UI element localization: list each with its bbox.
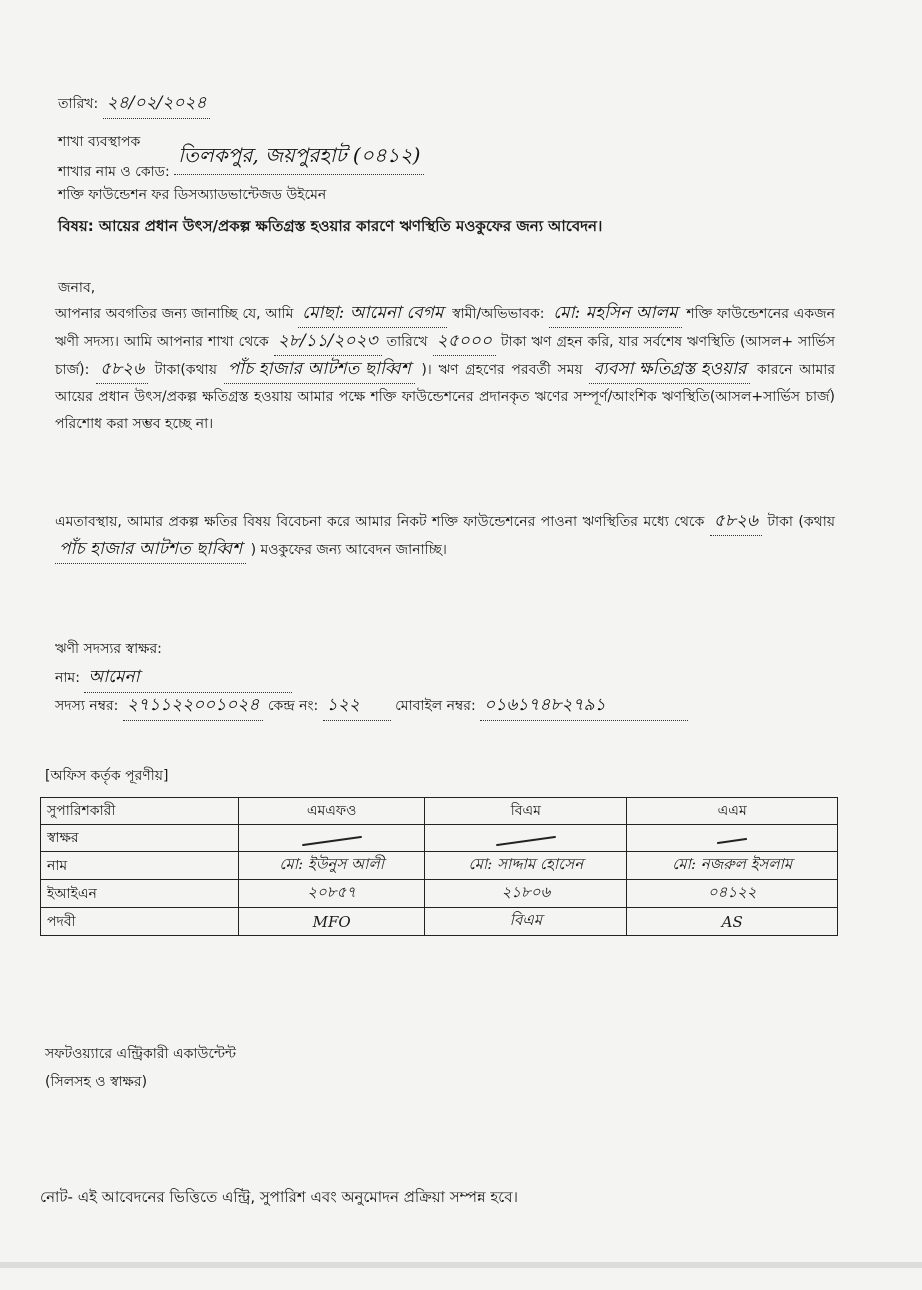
loan-amount: ২৫০০০	[433, 328, 496, 356]
loan-date: ২৮/১১/২০২৩	[274, 328, 382, 356]
table-row	[41, 852, 838, 880]
branch-label: শাখার নাম ও কোড:	[58, 164, 170, 180]
office-table	[40, 797, 838, 936]
cell: মো: ইউনুস আলী	[239, 852, 425, 880]
cell: AS	[627, 908, 838, 936]
cell: ২০৮৫৭	[239, 880, 425, 908]
accountant-seal-note: (সিলসহ ও স্বাক্ষর)	[45, 1074, 148, 1090]
reason: ব্যবসা ক্ষতিগ্রস্ত হওয়ার	[589, 356, 750, 384]
signature-mfo	[239, 825, 425, 852]
member-signature-label: ঋণী সদস্যর স্বাক্ষর:	[55, 641, 162, 657]
center-label: কেন্দ্র নং:	[267, 698, 319, 714]
subject: বিষয়: আয়ের প্রধান উৎস/প্রকল্প ক্ষতিগ্রস্ত হওয়ার কারণে ঋণস্থিতি মওকুফের জন্য আবেদন।	[58, 217, 603, 235]
body-paragraph-2	[55, 508, 835, 564]
text: টাকা (কথায়	[767, 514, 836, 530]
salutation: জনাব,	[58, 280, 96, 296]
text: তারিখে	[386, 334, 428, 350]
cell: ০৪১২২	[627, 880, 838, 908]
text: কারনে আমার আয়ের প্রধান উৎস/প্রকল্প ক্ষতিগ্রস্ত হওয়ায় আমার পক্ষে শক্তি ফাউন্ডেশনের প্রদানকৃত ঋণের সম্পূর্ণ/আংশিক ঋণস্থিতি(আসল+সার্ভিস চার্জ) পরিশোধ করা সম্ভব হচ্ছে না।	[55, 362, 836, 432]
row-label: নাম	[41, 852, 239, 880]
text: )। ঋণ গ্রহণের পরবর্তী সময়	[421, 362, 583, 378]
row-label: স্বাক্ষর	[41, 825, 239, 852]
organization: শক্তি ফাউন্ডেশন ফর ডিসঅ্যাডভান্টেজড উইমেন	[58, 187, 327, 203]
waiver-amount: ৫৮২৬	[710, 508, 762, 536]
scan-edge	[0, 1262, 922, 1268]
waiver-words: পাঁচ হাজার আটশত ছাব্বিশ	[55, 536, 246, 564]
outstanding-amount: ৫৮২৬	[96, 356, 148, 384]
signature-bm	[425, 825, 627, 852]
addressee: শাখা ব্যবস্থাপক	[58, 134, 141, 150]
member-no-label: সদস্য নম্বর:	[55, 698, 119, 714]
body-paragraph-1	[55, 300, 835, 438]
cell: MFO	[239, 908, 425, 936]
text: টাকা ঋণ গ্রহন করি, যার সর্বশেষ ঋণস্থিতি (আসল+ সার্ভিস চার্জ):	[55, 334, 836, 378]
cell: ২১৮০৬	[425, 880, 627, 908]
text: এমতাবস্থায়, আমার প্রকল্প ক্ষতির বিষয় বিবেচনা করে আমার নিকট শক্তি ফাউন্ডেশনের পাওনা ঋণস্থিতির মধ্যে থেকে	[55, 514, 705, 530]
office-section-title: [অফিস কর্তৃক পূরণীয়]	[45, 768, 169, 784]
cell: মো: সাদ্দাম হোসেন	[425, 852, 627, 880]
cell: এএম	[627, 798, 838, 825]
text: আপনার অবগতির জন্য জানাচ্ছি যে, আমি	[55, 306, 294, 322]
row-label: সুপারিশকারী	[41, 798, 239, 825]
accountant-title: সফটওয়্যারে এন্ট্রিকারী একাউন্টেন্ট	[45, 1046, 237, 1062]
cell: বিএম	[425, 908, 627, 936]
member-signed-name: আমেনা	[84, 664, 292, 693]
mobile-label: মোবাইল নম্বর:	[395, 698, 476, 714]
date-label: তারিখ:	[58, 96, 99, 112]
table-row	[41, 908, 838, 936]
center-no: ১২২	[323, 692, 391, 721]
cell: বিএম	[425, 798, 627, 825]
member-name: মোছা: আমেনা বেগম	[298, 300, 447, 328]
row-label: পদবী	[41, 908, 239, 936]
member-info-line	[55, 692, 688, 721]
date-value: ২৪/০২/২০২৪	[103, 90, 211, 119]
text: শক্তি ফাউন্ডেশনের একজন ঋণী সদস্য। আমি আপনার শাখা থেকে	[55, 306, 835, 350]
name-label: নাম:	[55, 670, 80, 686]
member-no: ২৭১১২২০০১০২৪	[123, 692, 264, 721]
table-row	[41, 798, 838, 825]
row-label: ইআইএন	[41, 880, 239, 908]
outstanding-words: পাঁচ হাজার আটশত ছাব্বিশ	[224, 356, 415, 384]
branch-value: তিলকপুর, জয়পুরহাট (০৪১২)	[174, 141, 424, 175]
date-line	[58, 90, 210, 119]
text: ) মওকুফের জন্য আবেদন জানাচ্ছি।	[250, 542, 447, 558]
mobile-no: ০১৬১৭৪৮২৭৯১	[480, 692, 688, 721]
guardian-name: মো: মহসিন আলম	[549, 300, 681, 328]
table-row	[41, 880, 838, 908]
text: টাকা(কথায়	[154, 362, 217, 378]
footer-note: নোট- এই আবেদনের ভিত্তিতে এন্ট্রি, সুপারিশ এবং অনুমোদন প্রক্রিয়া সম্পন্ন হবে।	[40, 1188, 518, 1206]
text: স্বামী/অভিভাবক:	[452, 306, 545, 322]
cell: এমএফও	[239, 798, 425, 825]
signature-am	[627, 825, 838, 852]
table-row	[41, 825, 838, 852]
member-name-line	[55, 664, 292, 693]
cell: মো: নজরুল ইসলাম	[627, 852, 838, 880]
